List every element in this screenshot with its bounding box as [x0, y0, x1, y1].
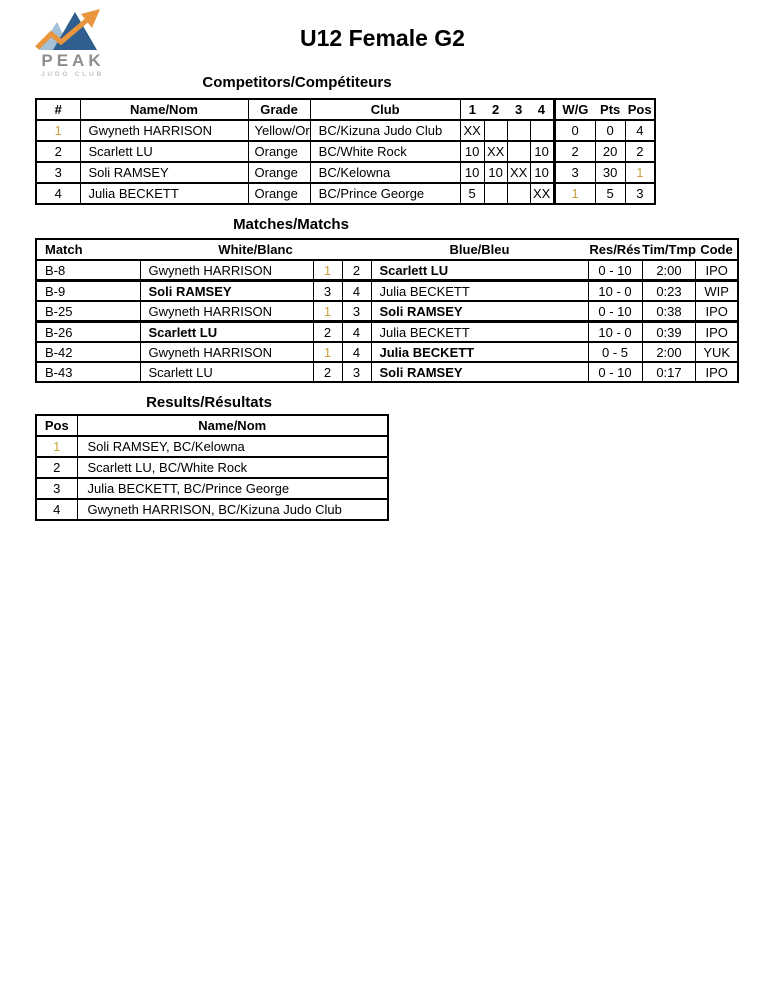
- competitor-number-cell: 4: [36, 183, 80, 204]
- match-id-cell: B-9: [36, 281, 140, 302]
- match-id-cell: B-43: [36, 362, 140, 382]
- score-cell: [484, 120, 507, 141]
- score-cell: 10: [484, 162, 507, 183]
- time-cell: 0:23: [642, 281, 696, 302]
- white-num-cell: 3: [313, 281, 342, 302]
- competitors-heading: Competitors/Compétiteurs: [202, 74, 392, 91]
- result-cell: 0 - 10: [588, 301, 642, 322]
- competitor-row: [36, 141, 655, 162]
- time-cell: 0:38: [642, 301, 696, 322]
- result-cell: 0 - 5: [588, 342, 642, 362]
- competitor-name-cell: Gwyneth HARRISON: [80, 120, 248, 141]
- wins-cell: 3: [554, 162, 595, 183]
- col-header-4: 4: [530, 99, 554, 120]
- results-header-row: [36, 415, 388, 436]
- competitors-header-row: [36, 99, 655, 120]
- col-header-white: White/Blanc: [140, 239, 371, 260]
- result-row: [36, 436, 388, 457]
- result-cell: 0 - 10: [588, 260, 642, 281]
- blue-num-cell: 4: [342, 342, 371, 362]
- col-header-result: Res/Rés: [588, 239, 642, 260]
- position-cell: 4: [625, 120, 655, 141]
- score-cell: 10: [460, 141, 484, 162]
- col-header-3: 3: [507, 99, 530, 120]
- result-cell: 10 - 0: [588, 322, 642, 343]
- competitor-club-cell: BC/Prince George: [310, 183, 460, 204]
- blue-name-cell: Julia BECKETT: [371, 342, 588, 362]
- match-row: [36, 301, 738, 322]
- competitor-number-cell: 3: [36, 162, 80, 183]
- wins-cell: 2: [554, 141, 595, 162]
- competitor-club-cell: BC/White Rock: [310, 141, 460, 162]
- white-name-cell: Gwyneth HARRISON: [140, 301, 313, 322]
- white-name-cell: Gwyneth HARRISON: [140, 342, 313, 362]
- points-cell: 30: [595, 162, 625, 183]
- wins-cell: 1: [554, 183, 595, 204]
- match-id-cell: B-25: [36, 301, 140, 322]
- competitor-grade-cell: Yellow/Or: [248, 120, 310, 141]
- position-cell: 1: [625, 162, 655, 183]
- score-cell: [507, 141, 530, 162]
- col-header-club: Club: [310, 99, 460, 120]
- position-cell: 3: [625, 183, 655, 204]
- white-num-cell: 1: [313, 260, 342, 281]
- logo-subtitle: JUDO CLUB: [40, 71, 105, 78]
- col-header-2: 2: [484, 99, 507, 120]
- competitor-number-cell: 1: [36, 120, 80, 141]
- pos-cell: 2: [36, 457, 77, 478]
- blue-num-cell: 3: [342, 301, 371, 322]
- result-name-cell: Scarlett LU, BC/White Rock: [77, 457, 388, 478]
- score-cell: 10: [460, 162, 484, 183]
- competitors-table: [35, 98, 656, 205]
- match-row: [36, 260, 738, 281]
- score-cell: 10: [530, 141, 554, 162]
- score-cell: 5: [460, 183, 484, 204]
- match-row: [36, 342, 738, 362]
- time-cell: 0:17: [642, 362, 696, 382]
- competitor-number-cell: 2: [36, 141, 80, 162]
- competitor-grade-cell: Orange: [248, 141, 310, 162]
- white-num-cell: 1: [313, 301, 342, 322]
- wins-cell: 0: [554, 120, 595, 141]
- competitor-row: [36, 162, 655, 183]
- results-heading: Results/Résultats: [146, 394, 272, 411]
- col-header-time: Tim/Tmp: [642, 239, 696, 260]
- code-cell: YUK: [696, 342, 738, 362]
- position-cell: 2: [625, 141, 655, 162]
- code-cell: WIP: [696, 281, 738, 302]
- logo-wordmark: PEAK: [41, 51, 105, 70]
- time-cell: 2:00: [642, 260, 696, 281]
- score-cell: XX: [484, 141, 507, 162]
- col-header-name: Name/Nom: [80, 99, 248, 120]
- blue-name-cell: Julia BECKETT: [371, 281, 588, 302]
- pos-cell: 3: [36, 478, 77, 499]
- code-cell: IPO: [696, 362, 738, 382]
- competitor-row: [36, 183, 655, 204]
- match-row: [36, 322, 738, 343]
- match-row: [36, 362, 738, 382]
- score-cell: XX: [460, 120, 484, 141]
- competitor-name-cell: Julia BECKETT: [80, 183, 248, 204]
- col-header-wins: W/G: [554, 99, 595, 120]
- score-cell: 10: [530, 162, 554, 183]
- competitor-name-cell: Scarlett LU: [80, 141, 248, 162]
- code-cell: IPO: [696, 301, 738, 322]
- col-header-blue: Blue/Bleu: [371, 239, 588, 260]
- white-name-cell: Scarlett LU: [140, 322, 313, 343]
- blue-name-cell: Soli RAMSEY: [371, 301, 588, 322]
- score-cell: [530, 120, 554, 141]
- col-header-points: Pts: [595, 99, 625, 120]
- col-header-number: #: [36, 99, 80, 120]
- col-header-code: Code: [696, 239, 738, 260]
- score-cell: XX: [530, 183, 554, 204]
- code-cell: IPO: [696, 322, 738, 343]
- matches-heading: Matches/Matchs: [233, 216, 349, 233]
- competitor-name-cell: Soli RAMSEY: [80, 162, 248, 183]
- result-row: [36, 478, 388, 499]
- result-name-cell: Soli RAMSEY, BC/Kelowna: [77, 436, 388, 457]
- points-cell: 0: [595, 120, 625, 141]
- results-table: [35, 414, 389, 521]
- result-cell: 10 - 0: [588, 281, 642, 302]
- white-name-cell: Soli RAMSEY: [140, 281, 313, 302]
- score-cell: XX: [507, 162, 530, 183]
- match-id-cell: B-42: [36, 342, 140, 362]
- points-cell: 5: [595, 183, 625, 204]
- pos-cell: 1: [36, 436, 77, 457]
- time-cell: 0:39: [642, 322, 696, 343]
- pos-cell: 4: [36, 499, 77, 520]
- score-cell: [484, 183, 507, 204]
- matches-table: [35, 238, 739, 383]
- score-cell: [507, 183, 530, 204]
- matches-header-row: [36, 239, 738, 260]
- score-cell: [507, 120, 530, 141]
- white-num-cell: 2: [313, 362, 342, 382]
- result-row: [36, 499, 388, 520]
- blue-num-cell: 4: [342, 322, 371, 343]
- result-cell: 0 - 10: [588, 362, 642, 382]
- competitor-club-cell: BC/Kizuna Judo Club: [310, 120, 460, 141]
- match-id-cell: B-8: [36, 260, 140, 281]
- match-row: [36, 281, 738, 302]
- code-cell: IPO: [696, 260, 738, 281]
- white-num-cell: 2: [313, 322, 342, 343]
- page-title: U12 Female G2: [300, 25, 465, 51]
- blue-name-cell: Julia BECKETT: [371, 322, 588, 343]
- competitor-row: [36, 120, 655, 141]
- blue-name-cell: Soli RAMSEY: [371, 362, 588, 382]
- match-id-cell: B-26: [36, 322, 140, 343]
- col-header-pos: Pos: [36, 415, 77, 436]
- white-name-cell: Scarlett LU: [140, 362, 313, 382]
- col-header-position: Pos: [625, 99, 655, 120]
- competitor-grade-cell: Orange: [248, 162, 310, 183]
- white-num-cell: 1: [313, 342, 342, 362]
- col-header-result-name: Name/Nom: [77, 415, 388, 436]
- blue-num-cell: 2: [342, 260, 371, 281]
- white-name-cell: Gwyneth HARRISON: [140, 260, 313, 281]
- blue-num-cell: 4: [342, 281, 371, 302]
- competitor-club-cell: BC/Kelowna: [310, 162, 460, 183]
- points-cell: 20: [595, 141, 625, 162]
- col-header-grade: Grade: [248, 99, 310, 120]
- competitor-grade-cell: Orange: [248, 183, 310, 204]
- col-header-1: 1: [460, 99, 484, 120]
- result-name-cell: Gwyneth HARRISON, BC/Kizuna Judo Club: [77, 499, 388, 520]
- blue-num-cell: 3: [342, 362, 371, 382]
- col-header-match: Match: [36, 239, 140, 260]
- blue-name-cell: Scarlett LU: [371, 260, 588, 281]
- time-cell: 2:00: [642, 342, 696, 362]
- result-name-cell: Julia BECKETT, BC/Prince George: [77, 478, 388, 499]
- result-row: [36, 457, 388, 478]
